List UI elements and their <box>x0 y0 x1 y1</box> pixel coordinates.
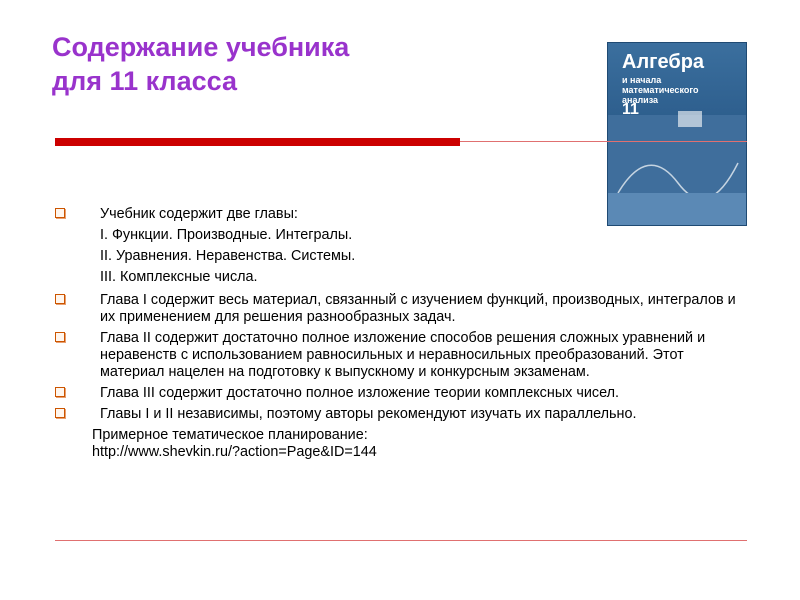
planning-note <box>55 427 745 461</box>
square-bullet-icon <box>55 332 65 342</box>
bullet-text: Глава III содержит достаточно полное изложение теории комплексных чисел. <box>100 385 620 401</box>
chapter-line: I. Функции. Производные. Интегралы. <box>100 227 353 243</box>
square-bullet-icon <box>55 294 65 304</box>
planning-note-label: Примерное тематическое планирование: <box>92 427 368 443</box>
list-item <box>55 406 745 423</box>
bullet-text: Главы I и II независимы, поэтому авторы рекомендуют изучать их параллельно. <box>100 406 637 422</box>
title-divider-thick <box>55 138 460 146</box>
footer-divider <box>55 540 747 541</box>
list-item-intro <box>55 206 745 223</box>
planning-note-link[interactable]: http://www.shevkin.ru/?action=Page&ID=144 <box>92 444 377 460</box>
cover-title: Алгебра <box>622 51 705 73</box>
title-line-2: для 11 класса <box>52 66 237 96</box>
cover-grade: 11 <box>622 101 639 118</box>
chapter-line: III. Комплексные числа. <box>100 269 258 285</box>
textbook-cover-image <box>607 42 747 226</box>
cover-subtitle: и начала математического анализа <box>622 75 699 105</box>
list-item <box>55 330 745 381</box>
list-item <box>55 385 745 402</box>
square-bullet-icon <box>55 208 65 218</box>
title-divider-thin <box>460 141 747 142</box>
slide-title <box>52 30 572 98</box>
slide-body <box>55 206 745 461</box>
chapter-line: II. Уравнения. Неравенства. Системы. <box>100 248 356 264</box>
intro-text: Учебник содержит две главы: <box>100 206 298 222</box>
bullet-text: Глава I содержит весь материал, связанный с изучением функций, производных, интегралов и их применением для решения разнообразных задач. <box>100 292 736 325</box>
list-item <box>55 292 745 326</box>
square-bullet-icon <box>55 408 65 418</box>
square-bullet-icon <box>55 387 65 397</box>
bullet-text: Глава II содержит достаточно полное изложение способов решения сложных уравнений и неравенств с использованием равносильных и неравносильных преобразований. Этот материал нацелен на подготовку к выпускному и конкурсным экзаменам. <box>100 330 706 380</box>
title-line-1: Содержание учебника <box>52 32 350 62</box>
